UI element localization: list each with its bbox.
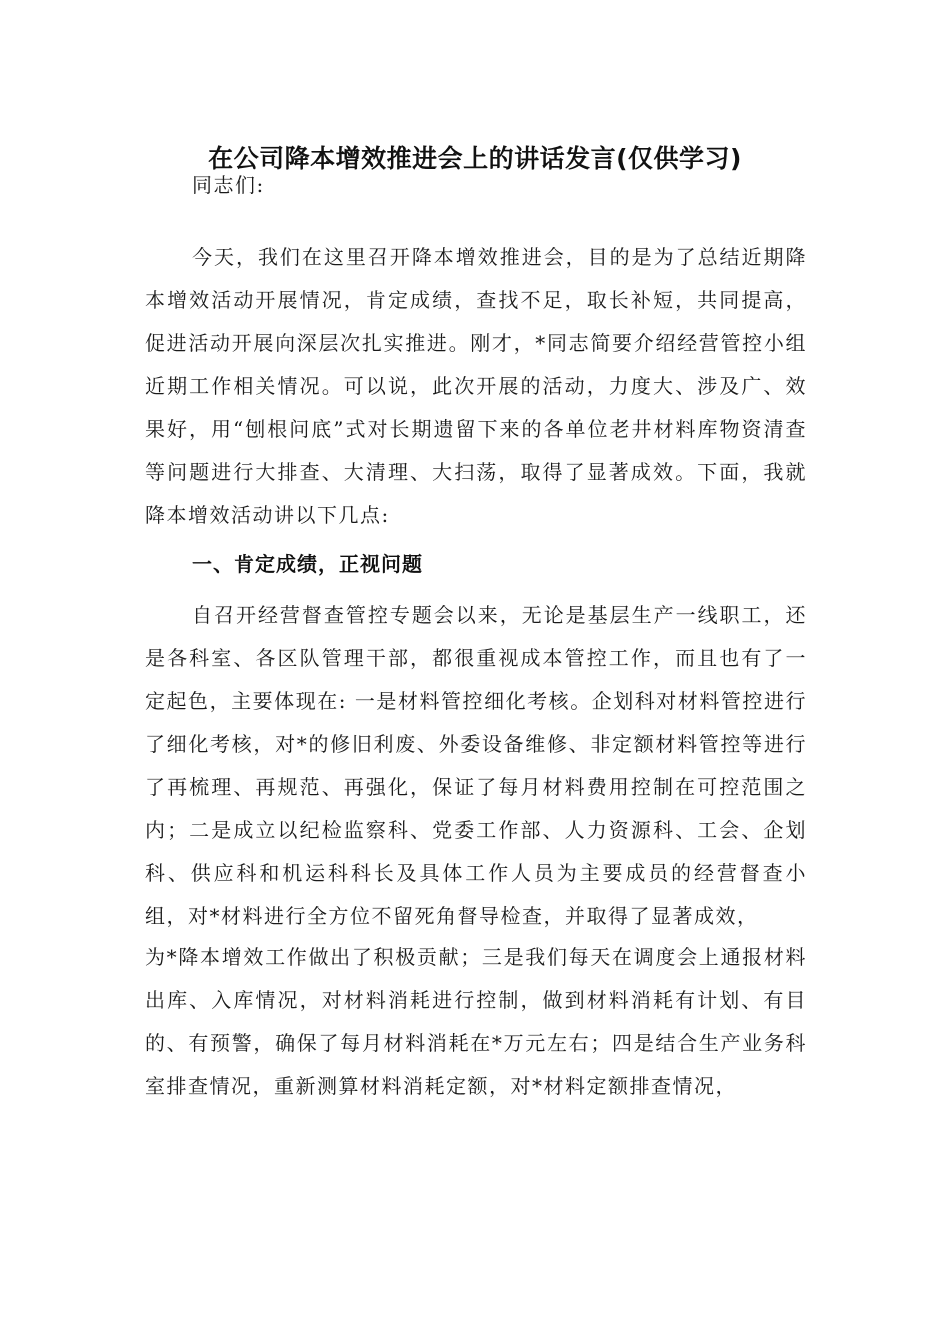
paragraph-continued: 为*降本增效工作做出了积极贡献；三是我们每天在调度会上通报材料出库、入库情况，对材料消耗进行控制，做到材料消耗有计划、有目的、有预警，确保了每月材料消耗在*万元左右；四是结合生产业务科室排查情况，重新测算材料消耗定额，对*材料定额排查情况， bbox=[145, 945, 807, 1098]
paragraph-achievements: 自召开经营督查管控专题会以来，无论是基层生产一线职工，还是各科室、各区队管理干部，都很重视成本管控工作，而且也有了一定起色，主要体现在: 一是材料管控细化考核。企划科对材料管控进行了细化考核，对*的修旧利废、外委设备维修、非定额材料管控等进行了再梳理、再规范、再强化，保证了每月材料费用控制在可控范围之内；二是成立以纪检监察科、党委工作部、人力资源科、工会、企划科、供应科和机运科科长及具体工作人员为主要成员的经营督查小组，对*材料进行全方位不留死角督导检查，并取得了显著成效， bbox=[145, 603, 807, 928]
section-heading: 一、肯定成绩，正视问题 bbox=[192, 552, 423, 576]
paragraph-intro: 今天，我们在这里召开降本增效推进会，目的是为了总结近期降本增效活动开展情况，肯定成绩，查找不足，取长补短，共同提高，促进活动开展向深层次扎实推进。刚才，*同志简要介绍经营管控小组近期工作相关情况。可以说，此次开展的活动，力度大、涉及广、效果好，用“刨根问底”式对长期遗留下来的各单位老井材料库物资清查等问题进行大排查、大清理、大扫荡，取得了显著成效。下面，我就降本增效活动讲以下几点: bbox=[145, 245, 807, 527]
document-title: 在公司降本增效推进会上的讲话发言(仅供学习) bbox=[208, 144, 742, 173]
salutation: 同志们: bbox=[192, 173, 265, 197]
